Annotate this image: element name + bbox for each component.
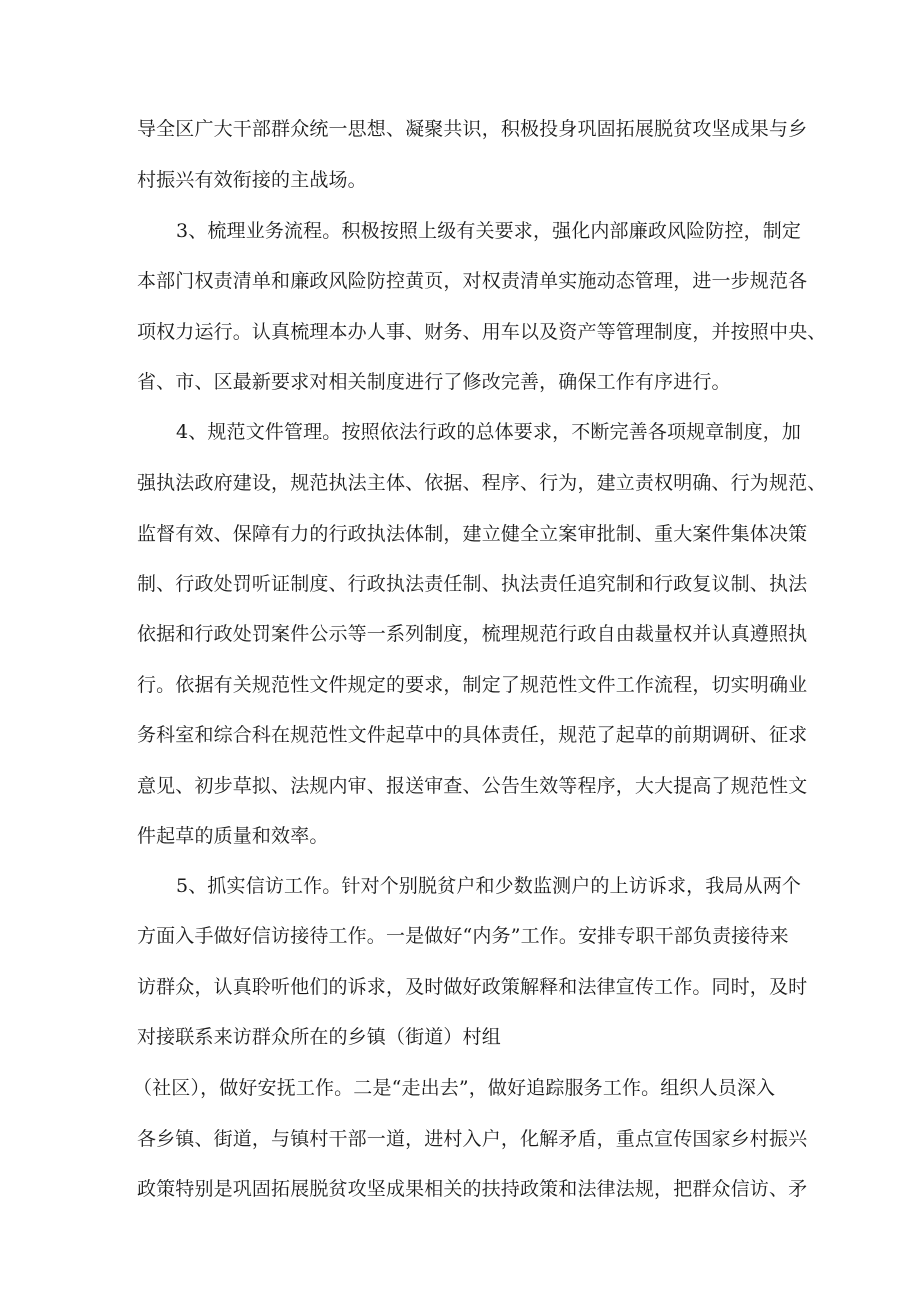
paragraph-line: 对接联系来访群众所在的乡镇（街道）村组 (137, 1026, 501, 1048)
paragraph-line: 行。依据有关规范性文件规定的要求，制定了规范性文件工作流程，切实明确业 (137, 674, 808, 696)
paragraph-line: 3、梳理业务流程。积极按照上级有关要求，强化内部廉政风险防控，制定 (176, 220, 802, 242)
paragraph-line: 方面入手做好信访接待工作。一是做好“内务”工作。安排专职干部负责接待来 (137, 925, 789, 947)
paragraph-line: 政策特别是巩固拓展脱贫攻坚成果相关的扶持政策和法律法规，把群众信访、矛 (137, 1178, 808, 1200)
paragraph-line: 导全区广大干部群众统一思想、凝聚共识，积极投身巩固拓展脱贫攻坚成果与乡 (137, 118, 808, 140)
paragraph-line: 各乡镇、街道，与镇村干部一道，进村入户，化解矛盾，重点宣传国家乡村振兴 (137, 1128, 808, 1150)
paragraph-line: 项权力运行。认真梳理本办人事、财务、用车以及资产等管理制度，并按照中央、 (137, 321, 827, 343)
paragraph-line: 件起草的质量和效率。 (137, 825, 329, 847)
paragraph-line: 访群众，认真聆听他们的诉求，及时做好政策解释和法律宣传工作。同时，及时 (137, 976, 808, 998)
paragraph-line: 依据和行政处罚案件公示等一系列制度，梳理规范行政自由裁量权并认真遵照执 (137, 623, 808, 645)
paragraph-line: 制、行政处罚听证制度、行政执法责任制、执法责任追究制和行政复议制、执法 (137, 573, 808, 595)
paragraph-line: 省、市、区最新要求对相关制度进行了修改完善，确保工作有序进行。 (137, 371, 731, 393)
paragraph-line: 强执法政府建设，规范执法主体、依据、程序、行为，建立责权明确、行为规范、 (137, 472, 827, 494)
paragraph-line: 本部门权责清单和廉政风险防控黄页，对权责清单实施动态管理，进一步规范各 (137, 270, 808, 292)
paragraph-line: （社区），做好安抚工作。二是“走出去”，做好追踪服务工作。组织人员深入 (133, 1077, 776, 1099)
paragraph-line: 村振兴有效衔接的主战场。 (137, 169, 367, 191)
paragraph-line: 4、规范文件管理。按照依法行政的总体要求，不断完善各项规章制度，加 (176, 421, 802, 443)
paragraph-line: 务科室和综合科在规范性文件起草中的具体责任，规范了起草的前期调研、征求 (137, 724, 808, 746)
paragraph-line: 意见、初步草拟、法规内审、报送审查、公告生效等程序，大大提高了规范性文 (137, 775, 808, 797)
paragraph-line: 监督有效、保障有力的行政执法体制，建立健全立案审批制、重大案件集体决策 (137, 523, 808, 545)
paragraph-line: 5、抓实信访工作。针对个别脱贫户和少数监测户的上访诉求，我局从两个 (176, 875, 802, 897)
